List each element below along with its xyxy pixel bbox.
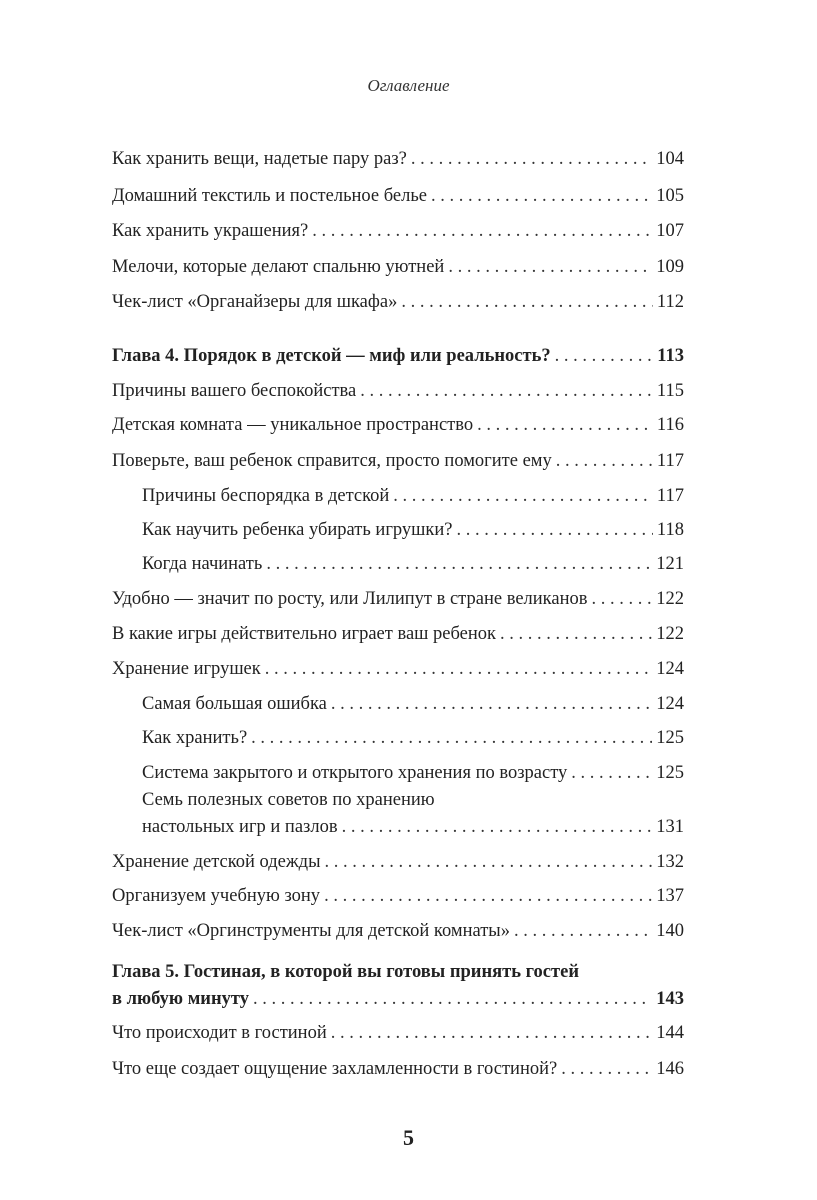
toc-entry[interactable] — [142, 519, 684, 541]
dot-leader — [591, 588, 652, 610]
toc-entry[interactable] — [112, 256, 684, 278]
toc-entry-page: 104 — [656, 149, 684, 169]
toc-entry-title: настольных игр и пазлов — [142, 817, 338, 837]
toc-entry-page: 118 — [656, 520, 684, 540]
dot-leader — [514, 920, 652, 942]
toc-entry-page: 109 — [656, 257, 684, 277]
dot-leader — [265, 658, 652, 680]
dot-leader — [477, 414, 653, 436]
toc-entry-page: 131 — [656, 817, 684, 837]
toc-entry-page: 117 — [656, 451, 684, 471]
toc-entry-title: В какие игры действительно играет ваш ребенок — [112, 624, 497, 644]
toc-entry-page: 124 — [656, 659, 684, 679]
toc-entry[interactable] — [112, 148, 684, 170]
dot-leader — [325, 851, 653, 873]
dot-leader — [571, 762, 652, 784]
toc-entry[interactable] — [142, 816, 684, 838]
toc-entry[interactable] — [112, 380, 684, 402]
toc-entry-page: 107 — [656, 221, 684, 241]
toc-entry-page: 122 — [656, 624, 684, 644]
dot-leader — [500, 623, 652, 645]
dot-leader — [360, 380, 653, 402]
dot-leader — [555, 345, 654, 367]
toc-entry[interactable] — [112, 885, 684, 907]
toc-entry-title: Как хранить вещи, надетые пару раз? — [112, 149, 407, 169]
toc-entry-title: Чек-лист «Оргинструменты для детской комнаты» — [112, 921, 510, 941]
dot-leader — [331, 693, 652, 715]
dot-leader — [393, 485, 653, 507]
toc-entry[interactable] — [112, 220, 684, 242]
toc-entry[interactable] — [112, 185, 684, 207]
toc-entry[interactable] — [142, 762, 684, 784]
toc-entry-page: 125 — [656, 763, 684, 783]
toc-entry-title: в любую минуту — [112, 989, 249, 1009]
toc-entry-title: Удобно — значит по росту, или Лилипут в стране великанов — [112, 589, 588, 609]
toc-entry-title: Что происходит в гостиной — [112, 1023, 327, 1043]
toc-entry-title: Когда начинать — [142, 554, 263, 574]
toc-entry-title: Хранение детской одежды — [112, 852, 321, 872]
dot-leader — [253, 988, 652, 1010]
dot-leader — [411, 148, 652, 170]
toc-entry[interactable] — [112, 920, 684, 942]
dot-leader — [266, 553, 652, 575]
toc-entry-page: 140 — [656, 921, 684, 941]
toc-entry[interactable] — [112, 414, 684, 436]
toc-entry-page: 137 — [656, 886, 684, 906]
toc-entry-page: 117 — [656, 486, 684, 506]
toc-entry-page: 113 — [657, 346, 684, 366]
toc-entry-title: Детская комната — уникальное пространство — [112, 415, 474, 435]
toc-entry-page: 116 — [656, 415, 684, 435]
toc-entry-title: Причины беспорядка в детской — [142, 486, 390, 506]
toc-entry-title: Организуем учебную зону — [112, 886, 321, 906]
toc-entry-page: 144 — [656, 1023, 684, 1043]
toc-entry[interactable] — [142, 485, 684, 507]
toc-entry[interactable] — [112, 1058, 684, 1080]
toc-entry-title: Глава 4. Порядок в детской — миф или реальность? — [112, 346, 551, 366]
toc-chapter-entry[interactable] — [112, 345, 684, 367]
toc-entry-title: Система закрытого и открытого хранения по возрасту — [142, 763, 568, 783]
toc-entry[interactable] — [112, 588, 684, 610]
toc-entry-title: Что еще создает ощущение захламленности в гостиной? — [112, 1059, 558, 1079]
toc-entry[interactable] — [142, 727, 684, 749]
toc-entry-page: 124 — [656, 694, 684, 714]
toc-entry-page: 121 — [656, 554, 684, 574]
toc-entry[interactable] — [112, 1022, 684, 1044]
toc-entry-title: Хранение игрушек — [112, 659, 261, 679]
toc-entry-page: 146 — [656, 1059, 684, 1079]
toc-entry-title: Поверьте, ваш ребенок справится, просто помогите ему — [112, 451, 552, 471]
toc-entry[interactable] — [142, 693, 684, 715]
toc-entry-title: Как научить ребенка убирать игрушки? — [142, 520, 453, 540]
toc-entry[interactable] — [112, 851, 684, 873]
dot-leader — [342, 816, 653, 838]
dot-leader — [312, 220, 652, 242]
dot-leader — [401, 291, 653, 313]
toc-entry-title: Самая большая ошибка — [142, 694, 327, 714]
page-number: 5 — [403, 1125, 414, 1150]
dot-leader — [324, 885, 652, 907]
dot-leader — [431, 185, 652, 207]
dot-leader — [331, 1022, 653, 1044]
toc-entry-title-line1: Глава 5. Гостиная, в которой вы готовы принять гостей — [112, 962, 579, 982]
toc-entry-page: 125 — [656, 728, 684, 748]
toc-entry-page: 122 — [656, 589, 684, 609]
dot-leader — [251, 727, 652, 749]
toc-entry-title: Чек-лист «Органайзеры для шкафа» — [112, 292, 398, 312]
toc-entry[interactable] — [112, 450, 684, 472]
toc-entry[interactable] — [112, 291, 684, 313]
toc-entry-page: 112 — [656, 292, 684, 312]
toc-entry-title: Как хранить украшения? — [112, 221, 309, 241]
toc-entry-page: 115 — [656, 381, 684, 401]
toc-entry-title: Мелочи, которые делают спальню уютней — [112, 257, 445, 277]
dot-leader — [448, 256, 652, 278]
toc-entry-title: Причины вашего беспокойства — [112, 381, 357, 401]
toc-entry[interactable] — [112, 623, 684, 645]
toc-entry-title-line1: Семь полезных советов по хранению — [142, 790, 435, 810]
dot-leader — [561, 1058, 652, 1080]
running-header: Оглавление — [367, 76, 450, 95]
toc-entry-page: 105 — [656, 186, 684, 206]
dot-leader — [556, 450, 653, 472]
toc-entry-page: 143 — [656, 989, 684, 1009]
toc-entry[interactable] — [142, 553, 684, 575]
toc-entry-title: Домашний текстиль и постельное белье — [112, 186, 427, 206]
toc-entry[interactable] — [112, 658, 684, 680]
toc-entry-page: 132 — [656, 852, 684, 872]
dot-leader — [457, 519, 653, 541]
toc-chapter-entry[interactable] — [112, 988, 684, 1010]
toc-entry-title: Как хранить? — [142, 728, 248, 748]
